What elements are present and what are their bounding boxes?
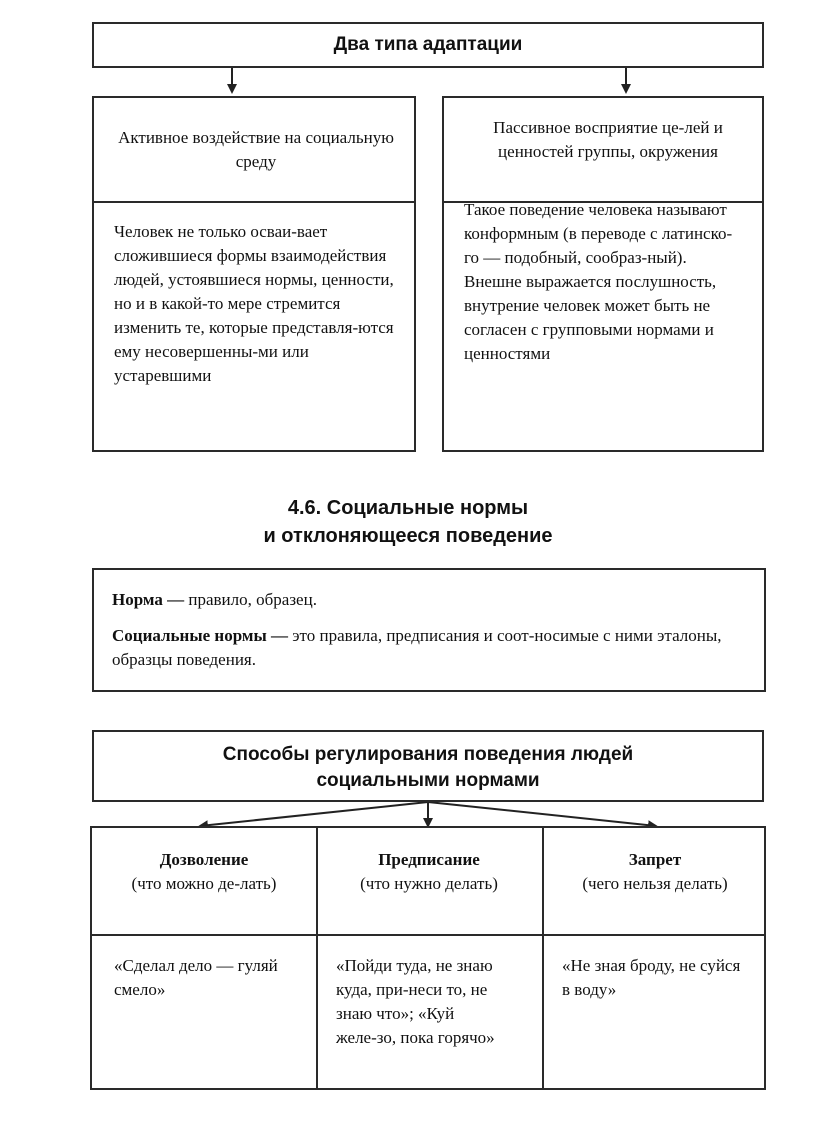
adaptation-title: Два типа адаптации [333, 34, 523, 55]
arrow-to-permission [200, 802, 428, 826]
regulation-title-line1: Способы регулирования поведения людей [222, 744, 634, 765]
prescription-header [344, 848, 514, 896]
prescription-name: Предписание [378, 850, 480, 869]
passive-adaptation-header: Пассивное восприятие це-лей и ценностей группы, окружения [493, 118, 723, 161]
section-heading-line2: и отклоняющееся поведение [263, 525, 553, 547]
prohibition-header [560, 848, 750, 896]
prohibition-sub: (чего нельзя делать) [582, 874, 728, 893]
passive-adaptation-body: Такое поведение человека называют конформным (в переводе с латинско-го — подобный, сообраз-ный). Внешне выражается послушность, внутрение человек может быть не согласен с групповыми нормами и ценностями [464, 200, 733, 363]
permission-example: «Сделал дело — гуляй смело» [114, 956, 278, 999]
norm-text: правило, образец. [184, 590, 317, 609]
active-divider [94, 201, 414, 203]
norm-definition [112, 588, 744, 612]
social-norms-definition [112, 624, 744, 672]
definitions-box [92, 568, 766, 692]
regulation-title-line2: социальными нормами [316, 770, 540, 791]
permission-sub: (что можно де-лать) [131, 874, 277, 893]
table-col-divider-1 [316, 828, 318, 1088]
permission-header [104, 848, 304, 896]
regulation-table [90, 826, 766, 1090]
active-adaptation-header: Активное воздействие на социальную среду [118, 128, 394, 171]
permission-name: Дозволение [159, 850, 249, 869]
adaptation-title-box [92, 22, 764, 68]
regulation-title-box [92, 730, 764, 802]
norm-term: Норма — [112, 590, 185, 609]
section-heading-line1: 4.6. Социальные нормы [287, 497, 529, 519]
table-row-divider [92, 934, 764, 936]
table-col-divider-2 [542, 828, 544, 1088]
arrow-to-prohibition [428, 802, 656, 826]
active-adaptation-box [92, 96, 416, 452]
prohibition-name: Запрет [628, 850, 682, 869]
active-adaptation-body: Человек не только осваи-вает сложившиеся формы взаимодействия людей, устоявшиеся нормы, ценности, но и в какой-то мере стремится изменить те, которые представля-ются ему несовершенны-ми или устаревшими [114, 222, 394, 385]
prescription-sub: (что нужно делать) [360, 874, 498, 893]
social-norms-text: это правила, предписания и соот-носимые с ними эталоны, образцы поведения. [112, 626, 722, 669]
passive-adaptation-box [442, 96, 764, 452]
prohibition-example: «Не зная броду, не суйся в воду» [562, 956, 741, 999]
social-norms-term: Социальные нормы — [112, 626, 289, 645]
prescription-example: «Пойди туда, не знаю куда, при-неси то, не знаю что»; «Куй желе-зо, пока горячо» [336, 956, 495, 1047]
